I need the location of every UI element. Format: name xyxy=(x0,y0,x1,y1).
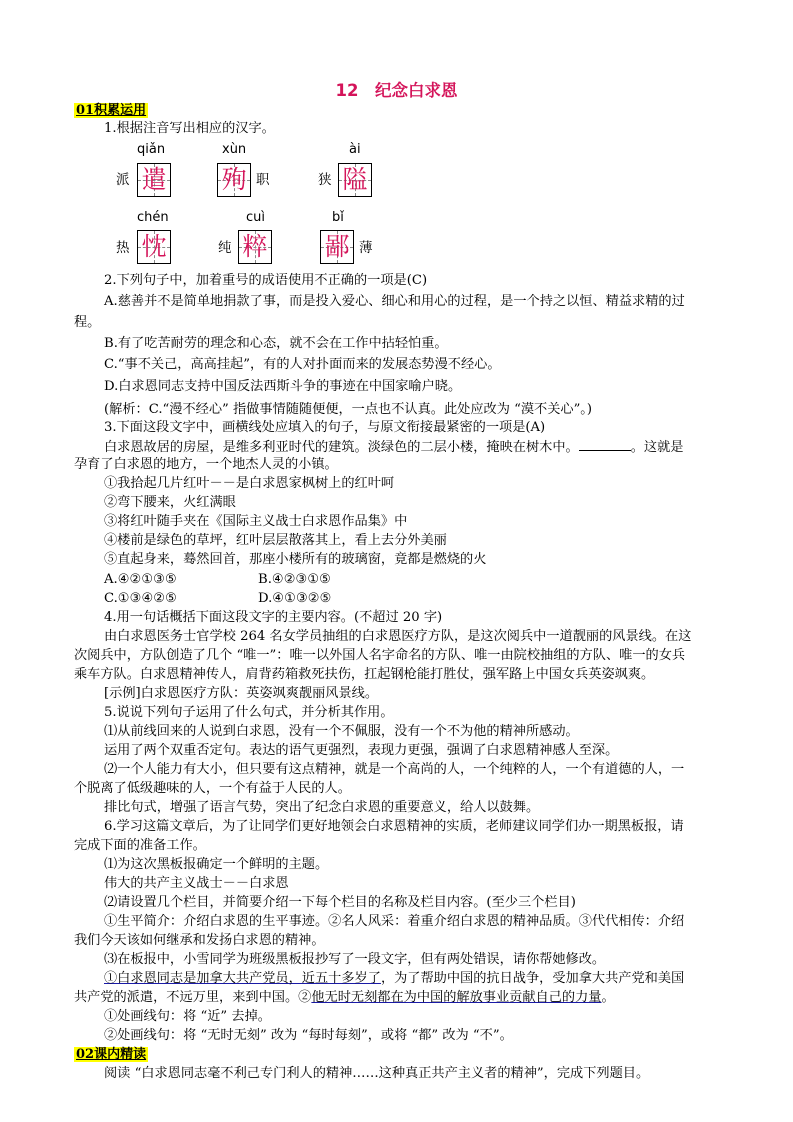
pinyin: chén xyxy=(137,210,169,225)
answer-char: 殉 xyxy=(221,165,247,194)
char-after: 薄 xyxy=(359,240,373,256)
question-5-prompt: 5.说说下列句子运用了什么句式，并分析其作用。 xyxy=(104,705,394,720)
option-b: B.④②③①⑤ xyxy=(258,572,331,587)
copied-text: ，为了帮助中国的抗日战争，受加拿大共产党和美国 xyxy=(380,971,685,986)
correction-1: ①处画线句：将 “近” 去掉。 xyxy=(104,1009,271,1024)
option-a-cont: 程。 xyxy=(74,315,101,330)
error-underline-1: ①白求恩同志是加拿大共产党员，近五十多岁了 xyxy=(104,971,381,986)
question-6-prompt: 6.学习这篇文章后，为了让同学们更好地领会白求恩精神的实质，老师建议同学们办一期黑板报，请 xyxy=(104,819,684,834)
answer-char: 忱 xyxy=(141,232,167,261)
correction-2: ②处画线句：将 “无时无刻” 改为 “每时每刻”，或将 “都” 改为 “不”。 xyxy=(104,1028,513,1043)
sub-question: ⑴从前线回来的人说到白求恩，没有一个不佩服，没有一个不为他的精神所感动。 xyxy=(104,724,579,739)
char-before: 热 xyxy=(116,240,130,256)
sub-question: ⑴为这次黑板报确定一个鲜明的主题。 xyxy=(104,857,329,872)
option-a: A.④②①③⑤ xyxy=(104,572,177,587)
char-after: 职 xyxy=(256,172,270,188)
answer-char: 粹 xyxy=(242,232,268,261)
answer-char: 隘 xyxy=(342,165,368,194)
copied-text-line xyxy=(104,971,684,987)
passage-text: 白求恩故居的房屋，是维多利亚时代的建筑。淡绿色的二层小楼，掩映在树木中。 xyxy=(104,440,579,455)
pinyin: xùn xyxy=(222,142,247,157)
option-d: D.白求恩同志支持中国反法西斯斗争的事迹在中国家喻户晓。 xyxy=(104,379,462,394)
section-heading-accumulation: 01积累运用 xyxy=(76,103,147,118)
question-3-prompt: 3.下面这段文字中，画横线处应填入的句子，与原文衔接最紧密的一项是(A) xyxy=(104,420,546,435)
explanation: (解析：C.“漫不经心” 指做事情随随便便，一点也不认真。此处应改为 “漠不关心”。) xyxy=(104,402,593,417)
char-box xyxy=(217,163,251,197)
char-box xyxy=(320,230,354,264)
answer-char: 遣 xyxy=(141,165,167,194)
answer-cont: 我们今天该如何继承和发扬白求恩的精神。 xyxy=(74,933,325,948)
copied-text-line xyxy=(74,990,615,1006)
char-box xyxy=(137,163,171,197)
question-2-prompt: 2.下列句子中，加着重号的成语使用不正确的一项是(C) xyxy=(104,273,428,288)
passage-line: 乘车方队。白求恩精神传人，肩背药箱救死扶伤，扛起钢枪能打胜仗，强军路上中国女兵英姿飒爽。 xyxy=(74,667,655,682)
sentence-2: ②弯下腰来，火红满眼 xyxy=(104,495,236,510)
sentence-3: ③将红叶随手夹在《国际主义战士白求恩作品集》中 xyxy=(104,514,408,529)
passage-line xyxy=(104,438,684,456)
sentence-1: ①我拾起几片红叶－－是白求恩家枫树上的红叶呵 xyxy=(104,476,395,491)
question-6-prompt-cont: 完成下面的准备工作。 xyxy=(74,838,206,853)
reading-prompt: 阅读 “白求恩同志毫不利己专门利人的精神……这种真正共产主义者的精神”，完成下列题目。 xyxy=(104,1066,650,1081)
answer: 排比句式，增强了语言气势，突出了纪念白求恩的重要意义，给人以鼓舞。 xyxy=(104,800,540,815)
char-before: 派 xyxy=(116,172,130,188)
sub-question-cont: 个脱离了低级趣味的人，一个有益于人民的人。 xyxy=(74,781,351,796)
pinyin: bǐ xyxy=(332,210,344,225)
answer: 伟大的共产主义战士－－白求恩 xyxy=(104,876,289,891)
sentence-4: ④楼前是绿色的草坪，红叶层层散落其上，看上去分外美丽 xyxy=(104,533,447,548)
fill-blank xyxy=(579,438,631,451)
pinyin: qiǎn xyxy=(137,142,166,157)
sub-question: ⑵一个人能力有大小，但只要有这点精神，就是一个高尚的人，一个纯粹的人，一个有道德的人，一 xyxy=(104,762,685,777)
copied-text: 。 xyxy=(601,990,615,1005)
option-b: B.有了吃苦耐劳的理念和心态，就不会在工作中拈轻怕重。 xyxy=(104,336,448,351)
char-box xyxy=(338,163,372,197)
char-before: 纯 xyxy=(218,240,232,256)
passage-line: 由白求恩医务士官学校 264 名女学员抽组的白求恩医疗方队，是这次阅兵中一道靓丽的风景线。在这 xyxy=(104,629,692,644)
pinyin: ài xyxy=(349,142,361,157)
page-title: 12 纪念白求恩 xyxy=(335,81,458,100)
passage-line: 次阅兵中，方队创造了几个 “唯一”：唯一以外国人名字命名的方队、唯一由院校抽组的方队、唯一的女兵 xyxy=(74,648,686,663)
answer: ①生平简介：介绍白求恩的生平事迹。②名人风采：着重介绍白求恩的精神品质。③代代相传：介绍 xyxy=(104,914,685,929)
answer: 运用了两个双重否定句。表达的语气更强烈，表现力更强，强调了白求恩精神感人至深。 xyxy=(104,743,619,758)
question-1-prompt: 1.根据注音写出相应的汉字。 xyxy=(104,121,275,136)
char-box xyxy=(137,230,171,264)
answer-example: [示例]白求恩医疗方队：英姿飒爽靓丽风景线。 xyxy=(104,686,379,701)
error-underline-2: 他无时无刻都在为中国的解放事业贡献自己的力量 xyxy=(311,990,602,1005)
sub-question: ⑶在板报中，小雪同学为班级黑板报抄写了一段文字，但有两处错误，请你帮她修改。 xyxy=(104,952,606,967)
sentence-5: ⑤直起身来，蓦然回首，那座小楼所有的玻璃窗，竟都是燃烧的火 xyxy=(104,552,487,567)
passage-text: 。这就是 xyxy=(630,440,684,455)
passage-line: 孕育了白求恩的地方，一个地杰人灵的小镇。 xyxy=(74,457,338,472)
option-a: A.慈善并不是简单地捐款了事，而是投入爱心、细心和用心的过程，是一个持之以恒、精益求精的过 xyxy=(104,294,685,309)
option-c: C.“事不关己，高高挂起”，有的人对扑面而来的发展态势漫不经心。 xyxy=(104,357,501,372)
option-d: D.④①③②⑤ xyxy=(258,591,332,606)
copied-text: 共产党的派遣，不远万里，来到中国。② xyxy=(74,990,312,1005)
char-box xyxy=(238,230,272,264)
question-4-prompt: 4.用一句话概括下面这段文字的主要内容。(不超过 20 字) xyxy=(104,610,443,625)
pinyin: cuì xyxy=(246,210,265,225)
char-before: 狭 xyxy=(318,172,332,188)
section-heading-reading: 02课内精读 xyxy=(76,1047,147,1062)
option-c: C.①③④②⑤ xyxy=(104,591,177,606)
answer-char: 鄙 xyxy=(324,232,350,261)
sub-question: ⑵请设置几个栏目，并简要介绍一下每个栏目的名称及栏目内容。(至少三个栏目) xyxy=(104,895,576,910)
